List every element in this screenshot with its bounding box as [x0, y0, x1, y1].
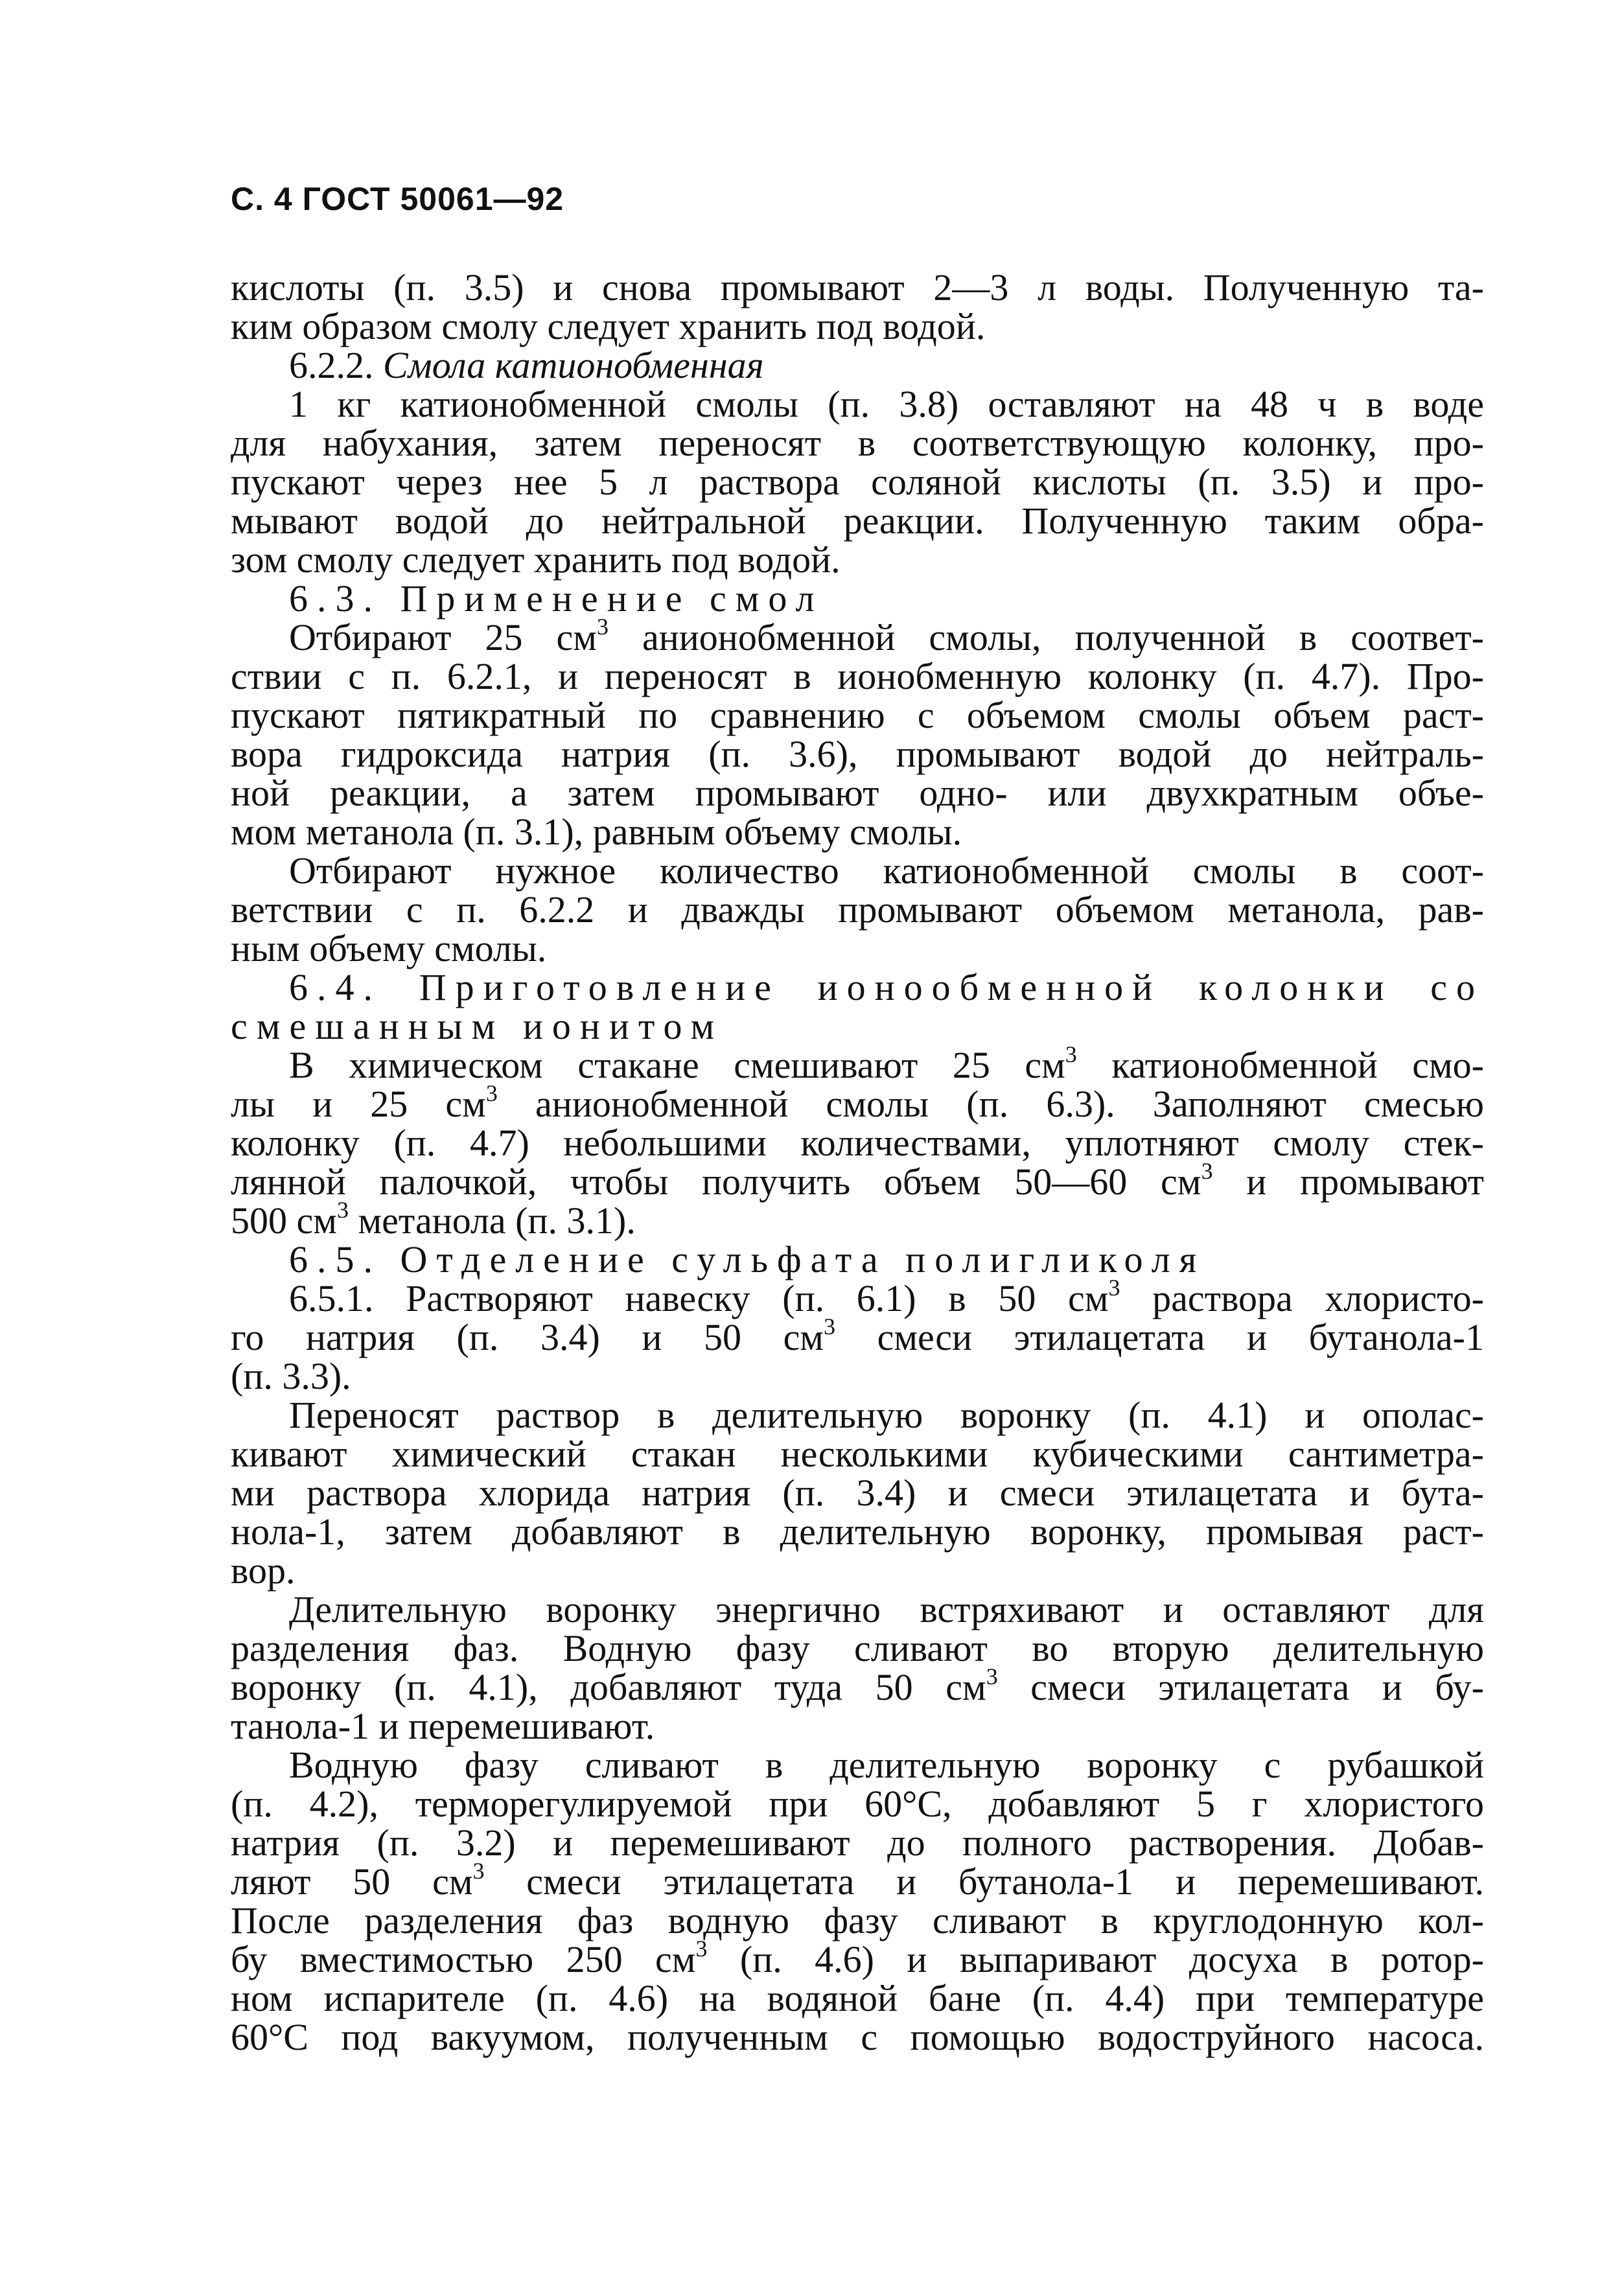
text-line: пускают через нее 5 л раствора соляной кислоты (п. 3.5) и про- — [231, 461, 1484, 503]
text-line: воронку (п. 4.1), добавляют туда 50 $см^3$ смеси этилацетата и бу- — [231, 1663, 1484, 1708]
body-text — [231, 268, 1484, 2057]
text-line: разделения фаз. Водную фазу сливают во вторую делительную — [231, 1627, 1484, 1669]
text-line: кислоты (п. 3.5) и снова промывают 2—3 л воды. Полученную та- — [231, 266, 1484, 308]
text-line: пускают пятикратный по сравнению с объемом смолы объем раст- — [231, 694, 1484, 736]
section-heading-6-5: 6.5. Отделение сульфата полигликоля — [289, 1238, 1206, 1281]
section-heading-6-3: 6.3. Применение смол — [289, 577, 824, 620]
text-line: го натрия (п. 3.4) и 50 $см^3$ смеси этилацетата и бутанола-1 — [231, 1313, 1484, 1358]
text-line: мывают водой до нейтральной реакции. Полученную таким обра- — [231, 500, 1484, 542]
text-line: ным объему смолы. — [231, 927, 547, 969]
text-line: лы и 25 $см^3$ анионобменной смолы (п. 6.3). Заполняют смесью — [231, 1080, 1484, 1125]
text-line: 60°С под вакуумом, полученным с помощью водоструйного насоса. — [231, 2016, 1484, 2058]
text-line: зом смолу следует хранить под водой. — [231, 539, 841, 581]
section-heading-6-4-cont: смешанным ионитом — [231, 1005, 724, 1047]
section-heading-6-2-2 — [231, 346, 1484, 385]
section-number: 6.2.2. — [289, 344, 383, 386]
text-line: (п. 4.2), терморегулируемой при 60°С, добавляют 5 г хлористого — [231, 1783, 1484, 1825]
text-line: ветствии с п. 6.2.2 и дважды промывают объемом метанола, рав- — [231, 888, 1484, 931]
section-title: Смола катионобменная — [383, 344, 764, 386]
text-line: ми раствора хлорида натрия (п. 3.4) и смеси этилацетата и бута- — [231, 1472, 1484, 1514]
text-line: После разделения фаз водную фазу сливают в круглодонную кол- — [231, 1899, 1484, 1941]
text-line: Переносят раствор в делительную воронку (п. 4.1) и ополас- — [289, 1394, 1484, 1436]
text-line: вор. — [231, 1549, 296, 1592]
text-line: ким образом смолу следует хранить под водой. — [231, 305, 986, 347]
text-line: мом метанола (п. 3.1), равным объему смолы. — [231, 811, 962, 853]
text-line: натрия (п. 3.2) и перемешивают до полного растворения. Добав- — [231, 1822, 1484, 1864]
text-line: бу вместимостью 250 $см^3$ (п. 4.6) и выпаривают досуха в ротор- — [231, 1935, 1484, 1980]
text-line: ном испарителе (п. 4.6) на водяной бане (п. 4.4) при температуре — [231, 1977, 1484, 2019]
text-line: Водную фазу сливают в делительную воронку с рубашкой — [289, 1744, 1484, 1786]
text-line: 500 $см^3$ метанола (п. 3.1). — [231, 1196, 636, 1242]
text-line: В химическом стакане смешивают 25 $см^3$ катионобменной смо- — [289, 1041, 1484, 1086]
text-line: Делительную воронку энергично встряхивают и оставляют для — [289, 1588, 1484, 1630]
text-line: танола-1 и перемешивают. — [231, 1705, 655, 1747]
text-line: Отбирают 25 $см^3$ анионобменной смолы, полученной в соответ- — [289, 613, 1484, 658]
text-line: Отбирают нужное количество катионобменной смолы в соот- — [289, 850, 1484, 892]
text-line: вора гидроксида натрия (п. 3.6), промывают водой до нейтраль- — [231, 733, 1484, 775]
text-line: 6.5.1. Растворяют навеску (п. 6.1) в 50 $см^3$ раствора хлористо- — [289, 1274, 1484, 1319]
text-line: нола-1, затем добавляют в делительную воронку, промывая раст- — [231, 1511, 1484, 1553]
text-line: (п. 3.3). — [231, 1355, 351, 1397]
text-line: 1 кг катионобменной смолы (п. 3.8) оставляют на 48 ч в воде — [289, 383, 1484, 425]
text-line: ствии с п. 6.2.1, и переносят в ионобменную колонку (п. 4.7). Про- — [231, 655, 1484, 697]
text-line: кивают химический стакан несколькими кубическими сантиметра- — [231, 1433, 1484, 1475]
text-line: колонку (п. 4.7) небольшими количествами, уплотняют смолу стек- — [231, 1122, 1484, 1164]
page-header: С. 4 ГОСТ 50061—92 — [231, 181, 564, 217]
text-line: ной реакции, а затем промывают одно- или двухкратным объе- — [231, 772, 1484, 814]
text-line: ляют 50 $см^3$ смеси этилацетата и бутанола-1 и перемешивают. — [231, 1857, 1484, 1903]
text-line: лянной палочкой, чтобы получить объем 50—60 $см^3$ и промывают — [231, 1157, 1484, 1203]
text-line: для набухания, затем переносят в соответствующую колонку, про- — [231, 422, 1484, 464]
section-heading-6-4: 6.4. Приготовление ионообменной колонки со — [289, 966, 1484, 1008]
